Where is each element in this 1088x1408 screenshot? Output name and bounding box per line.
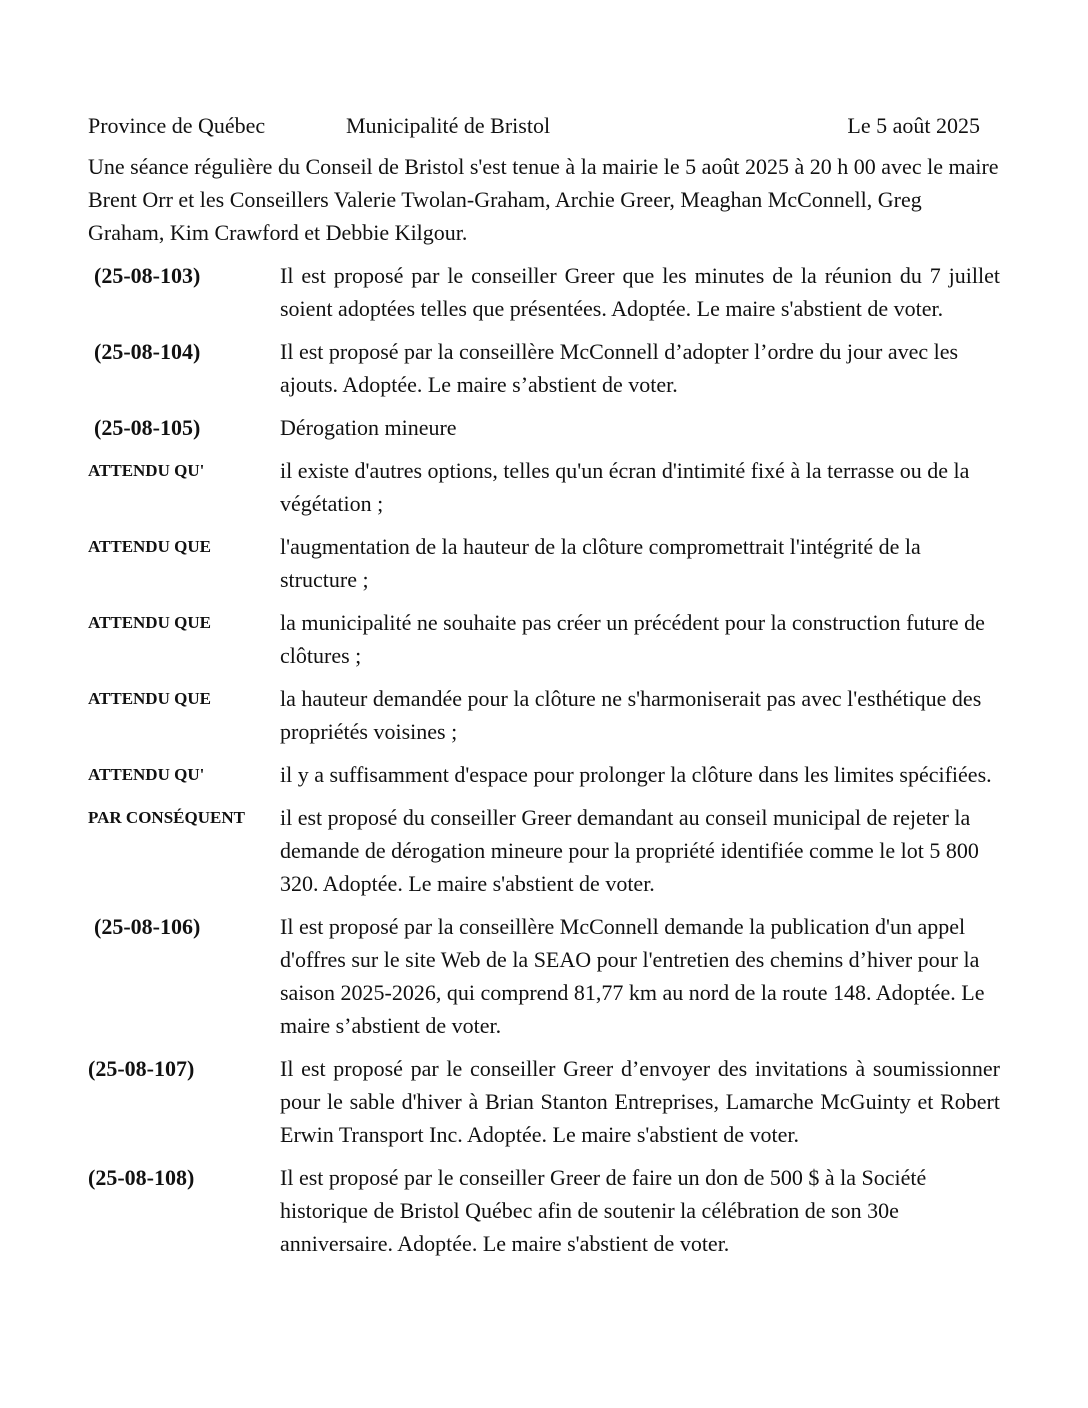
province-label: Province de Québec (88, 113, 266, 138)
clause-label: ATTENDU QUE (88, 613, 211, 632)
document-page (88, 108, 1000, 1260)
resolution-number: (25-08-103) (94, 263, 201, 288)
whereas-clause (88, 454, 1000, 520)
clause-label: ATTENDU QU' (88, 765, 205, 784)
resolution-entry (88, 259, 1000, 325)
whereas-clause (88, 682, 1000, 748)
resolution-number: (25-08-107) (88, 1056, 195, 1081)
clause-label: PAR CONSÉQUENT (88, 808, 245, 827)
clause-text: il existe d'autres options, telles qu'un écran d'intimité fixé à la terrasse ou de la végétation ; (280, 458, 970, 516)
resolution-entry (88, 1052, 1000, 1151)
therefore-clause (88, 801, 1000, 900)
resolution-entry (88, 910, 1000, 1042)
resolution-number: (25-08-108) (88, 1165, 195, 1190)
resolution-text: Il est proposé par la conseillère McConnell d’adopter l’ordre du jour avec les ajouts. Adoptée. Le maire s’abstient de voter. (280, 339, 959, 397)
municipality-label: Municipalité de Bristol (346, 113, 551, 138)
clause-label: ATTENDU QU' (88, 461, 205, 480)
resolution-text: Il est proposé par la conseillère McConnell demande la publication d'un appel d'offres sur le site Web de la SEAO pour l'entretien des chemins d’hiver pour la saison 2025-2026, qui comprend 81,77 km au nord de la route 148. Adoptée. Le maire s’abstient de voter. (280, 914, 985, 1038)
clause-text: la hauteur demandée pour la clôture ne s'harmoniserait pas avec l'esthétique des propriétés voisines ; (280, 686, 982, 744)
whereas-clause (88, 758, 1000, 791)
whereas-clause (88, 606, 1000, 672)
clause-text: il est proposé du conseiller Greer demandant au conseil municipal de rejeter la demande de dérogation mineure pour la propriété identifiée comme le lot 5 800 320. Adoptée. Le maire s'abstient de voter. (280, 805, 979, 896)
resolution-text: Il est proposé par le conseiller Greer que les minutes de la réunion du 7 juillet soient adoptées telles que présentées. Adoptée. Le maire s'abstient de voter. (280, 263, 1000, 321)
intro-paragraph: Une séance régulière du Conseil de Bristol s'est tenue à la mairie le 5 août 2025 à 20 h 00 avec le maire Brent Orr et les Conseillers Valerie Twolan-Graham, Archie Greer, Meaghan McConnell, Greg Graham, Kim Crawford et Debbie Kilgour. (88, 154, 999, 245)
resolution-text: Dérogation mineure (280, 415, 457, 440)
resolution-number: (25-08-106) (94, 914, 201, 939)
resolution-entry (88, 411, 1000, 444)
resolution-entry (88, 335, 1000, 401)
resolution-number: (25-08-104) (94, 339, 201, 364)
resolution-text: Il est proposé par le conseiller Greer de faire un don de 500 $ à la Société historique de Bristol Québec afin de soutenir la célébration de son 30e anniversaire. Adoptée. Le maire s'abstient de voter. (280, 1165, 927, 1256)
resolution-text: Il est proposé par le conseiller Greer d’envoyer des invitations à soumissionner pour le sable d'hiver à Brian Stanton Entreprises, Lamarche McGuinty et Robert Erwin Transport Inc. Adoptée. Le maire s'abstient de voter. (280, 1056, 1000, 1147)
clause-text: l'augmentation de la hauteur de la clôture compromettrait l'intégrité de la structure ; (280, 534, 921, 592)
meeting-date: Le 5 août 2025 (847, 113, 980, 138)
clause-text: la municipalité ne souhaite pas créer un précédent pour la construction future de clôtures ; (280, 610, 985, 668)
clause-label: ATTENDU QUE (88, 689, 211, 708)
resolution-number: (25-08-105) (94, 415, 201, 440)
clause-label: ATTENDU QUE (88, 537, 211, 556)
clause-text: il y a suffisamment d'espace pour prolonger la clôture dans les limites spécifiées. (280, 762, 992, 787)
document-header (88, 108, 1000, 144)
resolution-entry (88, 1161, 1000, 1260)
whereas-clause (88, 530, 1000, 596)
